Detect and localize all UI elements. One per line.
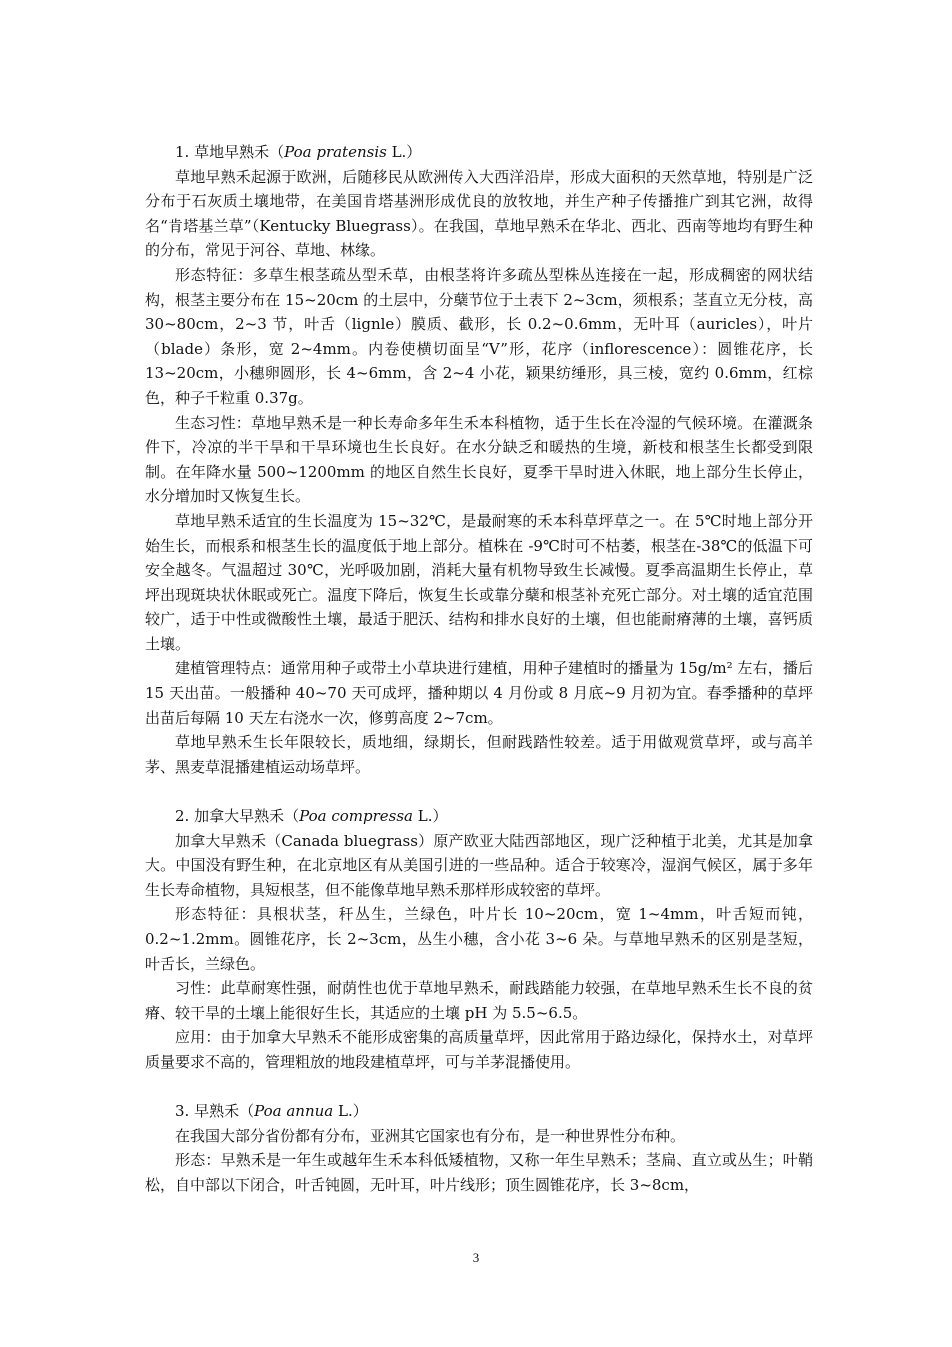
paragraph: 草地早熟禾起源于欧洲，后随移民从欧洲传入大西洋沿岸，形成大面积的天然草地，特别是广泛分布于石灰质土壤地带，在美国肯塔基洲形成优良的放牧地，并生产种子传播推广到其它洲，故得名“肯塔基兰草”（Kentucky Bluegrass）。在我国，草地早熟禾在华北、西北、西南等地均有野生种的分布，常见于河谷、草地、林缘。 <box>145 167 813 260</box>
document-body <box>145 140 813 1198</box>
paragraph: 形态：早熟禾是一年生或越年生禾本科低矮植物，又称一年生早熟禾；茎扁、直立或丛生；叶鞘松，自中部以下闭合，叶舌钝圆，无叶耳，叶片线形；顶生圆锥花序，长 3~8cm， <box>145 1151 813 1194</box>
section-heading <box>145 1099 813 1124</box>
paragraph: 应用：由于加拿大早熟禾不能形成密集的高质量草坪，因此常用于路边绿化，保持水土，对草坪质量要求不高的，管理粗放的地段建植草坪，可与羊茅混播使用。 <box>145 1028 813 1071</box>
heading-latin-name: Poa pratensis <box>284 143 387 161</box>
heading-number: 3. <box>175 1102 195 1121</box>
section-spacer <box>145 779 813 804</box>
heading-name: 早熟禾（ <box>194 1102 255 1121</box>
paragraph: 生态习性：草地早熟禾是一种长寿命多年生禾本科植物，适于生长在冷湿的气候环境。在灌溉条件下，冷凉的半干旱和干旱环境也生长良好。在水分缺乏和暖热的生境，新枝和根茎生长都受到限制。在年降水量 500~1200mm 的地区自然生长良好，夏季干旱时进入休眠，地上部分生长停止，水分增加时又恢复生长。 <box>145 413 813 506</box>
paragraph: 形态特征：具根状茎，秆丛生，兰绿色，叶片长 10~20cm，宽 1~4mm，叶舌短而钝，0.2~1.2mm。圆锥花序，长 2~3cm，丛生小穗，含小花 3~6 朵。与草地早熟禾的区别是茎短，叶舌长，兰绿色。 <box>145 905 813 973</box>
section-heading <box>145 140 813 165</box>
paragraph: 建植管理特点：通常用种子或带土小草块进行建植，用种子建植时的播量为 15g/m² 左右，播后 15 天出苗。一般播种 40~70 天可成坪，播种期以 4 月份或 8 月底~9 月初为宜。春季播种的草坪出苗后每隔 10 天左右浇水一次，修剪高度 2~7cm。 <box>145 659 813 727</box>
section-heading <box>145 804 813 829</box>
heading-latin-name: Poa annua <box>254 1102 334 1121</box>
heading-author: L.） <box>386 143 422 161</box>
paragraph: 习性：此草耐寒性强，耐荫性也优于草地早熟禾，耐践踏能力较强，在草地早熟禾生长不良的贫瘠、较干旱的土壤上能很好生长，其适应的土壤 pH 为 5.5~6.5。 <box>145 979 813 1022</box>
heading-name: 草地早熟禾（ <box>194 143 285 161</box>
paragraph: 在我国大部分省份都有分布，亚洲其它国家也有分布，是一种世界性分布种。 <box>175 1126 686 1145</box>
section-spacer <box>145 1075 813 1100</box>
paragraph: 草地早熟禾适宜的生长温度为 15~32℃，是最耐寒的禾本科草坪草之一。在 5℃时地上部分开始生长，而根系和根茎生长的温度低于地上部分。植株在 -9℃时可不枯萎，根茎在-38℃的低温下可安全越冬。气温超过 30℃，光呼吸加剧，消耗大量有机物导致生长减慢。夏季高温期生长停止，草坪出现斑块状休眠或死亡。温度下降后，恢复生长或靠分蘖和根茎补充死亡部分。对土壤的适宜范围较广，适于中性或微酸性土壤，最适于肥沃、结构和排水良好的土壤，但也能耐瘠薄的土壤，喜钙质土壤。 <box>145 511 813 653</box>
heading-latin-name: Poa compressa <box>299 807 413 826</box>
heading-name: 加拿大早熟禾（ <box>194 807 300 826</box>
page-number: 3 <box>472 1250 480 1265</box>
heading-author: L.） <box>333 1102 368 1121</box>
paragraph: 形态特征：多草生根茎疏丛型禾草，由根茎将许多疏丛型株丛连接在一起，形成稠密的网状结构，根茎主要分布在 15~20cm 的土层中，分蘖节位于土表下 2~3cm，须根系；茎直立无分枝，高 30~80cm，2~3 节，叶舌（lignle）膜质、截形，长 0.2~0.6mm，无叶耳（auricles），叶片（blade）条形，宽 2~4mm。内卷使横切面呈“V”形，花序（inflorescence）：圆锥花序，长 13~20cm，小穗卵圆形，长 4~6mm，含 2~4 小花，颖果纺缍形，具三棱，宽约 0.6mm，红棕色，种子千粒重 0.37g。 <box>145 265 813 407</box>
heading-number: 1. <box>175 143 195 161</box>
paragraph: 加拿大早熟禾（Canada bluegrass）原产欧亚大陆西部地区，现广泛种植于北美，尤其是加拿大。中国没有野生种，在北京地区有从美国引进的一些品种。适合于较寒冷，湿润气候区，属于多年生长寿命植物，具短根茎，但不能像草地早熟禾那样形成较密的草坪。 <box>145 831 813 899</box>
heading-number: 2. <box>175 807 195 826</box>
heading-author: L.） <box>412 807 448 826</box>
paragraph: 草地早熟禾生长年限较长，质地细，绿期长，但耐践踏性较差。适于用做观赏草坪，或与高羊茅、黑麦草混播建植运动场草坪。 <box>145 733 813 776</box>
